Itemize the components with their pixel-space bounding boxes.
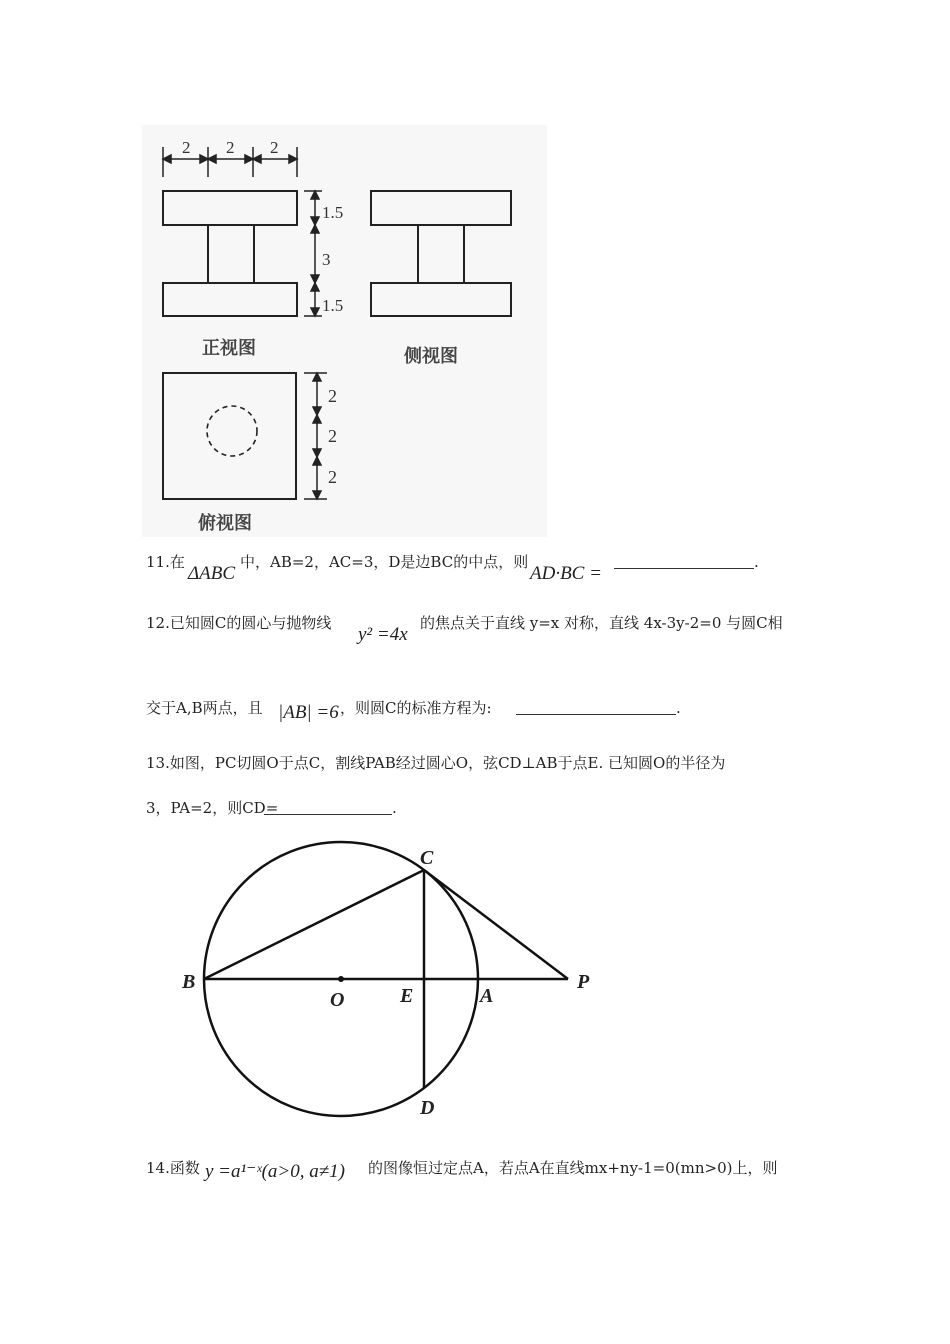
dim-height-3: 1.5 bbox=[322, 296, 344, 315]
q14-number: 14.函数 bbox=[146, 1159, 200, 1177]
point-label-a: A bbox=[480, 985, 494, 1007]
q13-line2: 3，PA=2，则CD= bbox=[146, 799, 279, 817]
q13-end: . bbox=[392, 799, 397, 817]
segment-bc bbox=[204, 870, 424, 979]
q12-end: . bbox=[676, 699, 681, 717]
q11-number: 11.在 bbox=[146, 553, 185, 571]
point-label-o: O bbox=[330, 989, 345, 1011]
side-view-label: 侧视图 bbox=[404, 346, 458, 366]
q11-text: 中，AB=2，AC=3，D是边BC的中点，则 bbox=[240, 553, 529, 571]
point-label-c: C bbox=[420, 847, 434, 869]
q12-answer-blank[interactable] bbox=[516, 698, 676, 715]
circle-drawing bbox=[170, 840, 630, 1130]
q13-line1: 13.如图，PC切圆O于点C，割线PAB经过圆心O，弦CD⊥AB于点E. 已知圆O的半径为 bbox=[146, 754, 726, 772]
q12-line2-a: 交于A,B两点，且 bbox=[146, 699, 263, 717]
q11-triangle: ΔABC bbox=[188, 563, 236, 584]
q13-answer-blank[interactable] bbox=[264, 798, 392, 815]
front-view-label: 正视图 bbox=[202, 338, 256, 358]
dim-height-1: 1.5 bbox=[322, 203, 344, 222]
three-view-drawing bbox=[142, 125, 547, 537]
question-11 bbox=[146, 552, 185, 572]
point-label-p: P bbox=[577, 971, 590, 993]
tangent-pc bbox=[424, 870, 568, 979]
top-view-label: 俯视图 bbox=[198, 513, 252, 533]
point-label-e: E bbox=[400, 985, 414, 1007]
circle-figure bbox=[170, 840, 630, 1130]
dim-top-3: 2 bbox=[328, 467, 337, 487]
center-point bbox=[338, 976, 344, 982]
dim-width-1: 2 bbox=[182, 138, 191, 157]
q12-expression: y² =4x bbox=[358, 624, 408, 645]
dim-width-3: 2 bbox=[270, 138, 279, 157]
dim-height-2: 3 bbox=[322, 250, 331, 269]
dim-top-1: 2 bbox=[328, 386, 337, 406]
dim-top-2: 2 bbox=[328, 426, 337, 446]
three-view-figure bbox=[142, 125, 547, 537]
q14-expression: y =a¹⁻ˣ(a>0, a≠1) bbox=[205, 1161, 345, 1182]
point-label-d: D bbox=[420, 1097, 435, 1119]
q12-number: 12.已知圆C的圆心与抛物线 bbox=[146, 614, 332, 632]
point-label-b: B bbox=[182, 971, 196, 993]
q11-answer-blank[interactable] bbox=[614, 552, 754, 569]
q11-expression: AD·BC = bbox=[530, 563, 602, 584]
dim-width-2: 2 bbox=[226, 138, 235, 157]
q12-line2-b: ，则圆C的标准方程为: bbox=[340, 699, 492, 717]
q12-line2-expression: |AB| =6 bbox=[278, 702, 339, 723]
q12-text: 的焦点关于直线 y=x 对称，直线 4x-3y-2=0 与圆C相 bbox=[420, 614, 783, 632]
q14-text: 的图像恒过定点A，若点A在直线mx+ny-1=0(mn>0)上，则 bbox=[368, 1159, 778, 1177]
q11-end: . bbox=[754, 553, 759, 571]
